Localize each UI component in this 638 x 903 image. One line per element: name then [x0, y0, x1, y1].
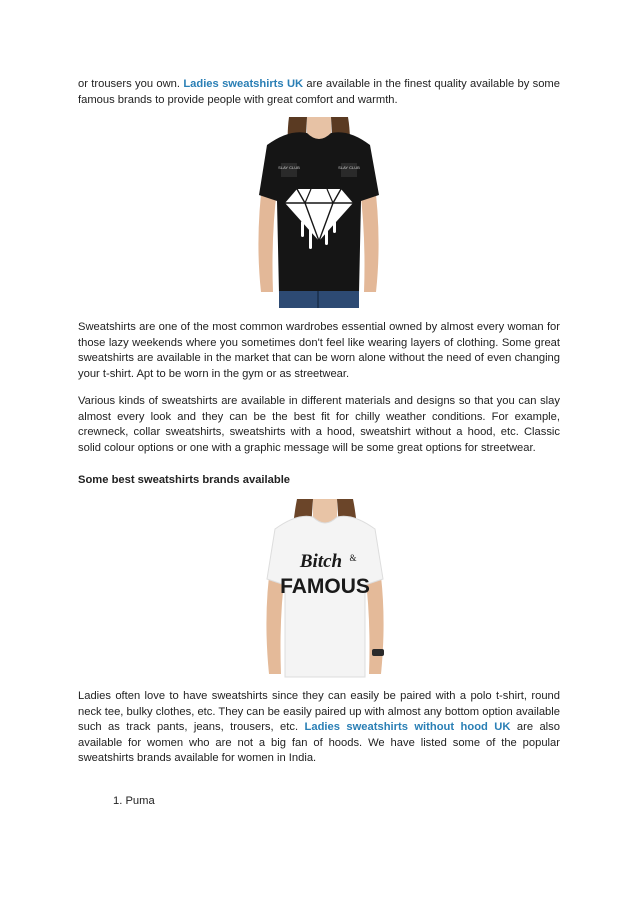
logo-text-left: SLAY CLUB [278, 165, 300, 170]
section-heading: Some best sweatshirts brands available [78, 474, 291, 486]
white-tshirt-image [255, 499, 395, 679]
link-ladies-sweatshirts-uk[interactable]: Ladies sweatshirts UK [183, 78, 304, 90]
graphic-ampersand: & [349, 553, 357, 563]
logo-text-right: SLAY CLUB [338, 165, 360, 170]
list-item-puma [113, 795, 155, 807]
paragraph-materials: Various kinds of sweatshirts are available in different materials and designs so that you can slay almost every look and they can be the best fit for chilly weather conditions. For example, crewneck, collar sweatshirts, sweatshirts with a hood, sweatshirt without a hood, etc. Classic solid colour options or one with a graphic message will be some great options for streetwear. [78, 395, 560, 454]
black-tshirt-illustration [249, 117, 388, 308]
paragraph-intro: or trousers you own. Ladies sweatshirts UK are available in the finest quality available by some famous brands to provide people with great comfort and warmth. [78, 78, 560, 106]
list-number: 1. [113, 795, 123, 807]
paragraph-pairing: Ladies often love to have sweatshirts since they can easily be paired with a polo t-shirt, round neck tee, bulky clothes, etc. They can be easily paired up with almost any bottom option available such as track pants, jeans, trousers, etc. Ladies sweatshirts without hood UK are also available for women who are not a big fan of hoods. We have listed some of the popular sweatshirts brands available for women in India. [78, 690, 560, 765]
white-tshirt-illustration [255, 499, 395, 679]
graphic-line-2: FAMOUS [280, 575, 370, 598]
graphic-line-1: Bitch [299, 551, 343, 572]
black-tshirt-image [249, 117, 388, 308]
paragraph-wardrobe: Sweatshirts are one of the most common wardrobes essential owned by almost every woman for those lazy weekends where you sometimes don't feel like wearing layers of clothing. Some great sweatshirts are available in the market that can be worn alone without the need of even changing your t-shirt. Apt to be worn in the gym or as streetwear. [78, 321, 560, 380]
list-label: Puma [125, 795, 155, 807]
link-ladies-sweatshirts-without-hood[interactable]: Ladies sweatshirts without hood UK [304, 721, 511, 734]
